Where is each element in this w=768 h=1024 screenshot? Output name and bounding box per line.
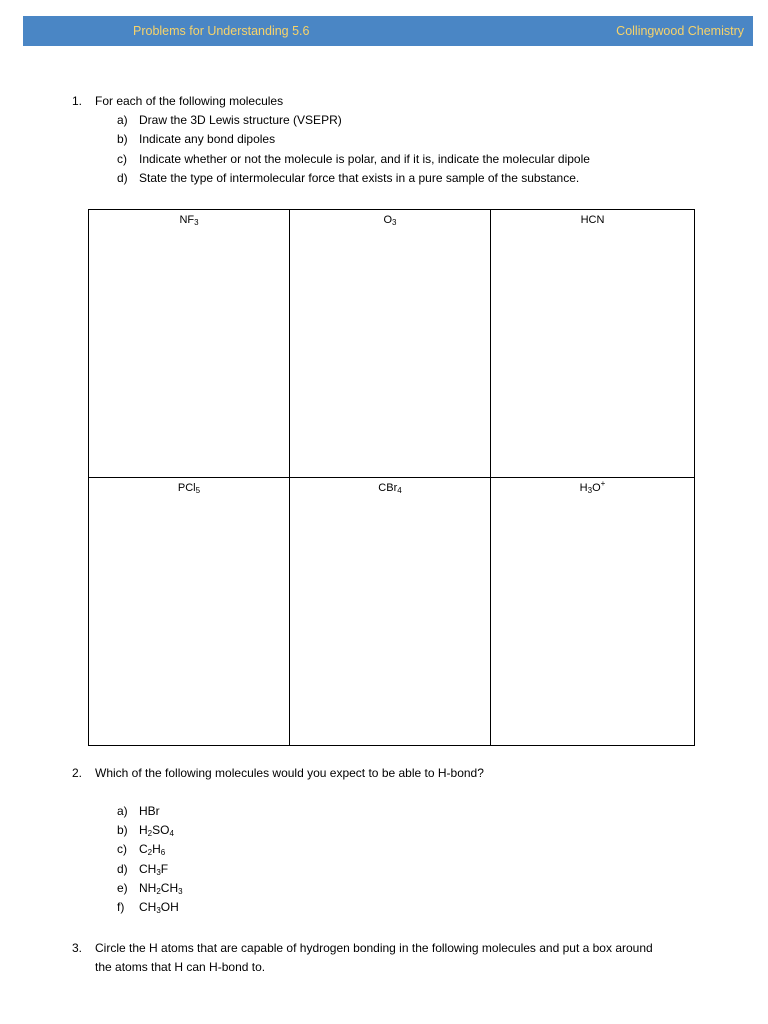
question-number: 3. xyxy=(72,941,83,955)
molecule-cell[interactable] xyxy=(290,210,491,478)
list-item: c) Indicate whether or not the molecule is polar, and if it is, indicate the molecular dipole xyxy=(117,152,590,166)
list-item: b) Indicate any bond dipoles xyxy=(117,132,276,146)
list-item: a) Draw the 3D Lewis structure (VSEPR) xyxy=(117,113,342,127)
list-item: d) $CH_3F$ xyxy=(117,862,169,877)
molecule-label: $O_3$ xyxy=(383,214,397,227)
question-text: Which of the following molecules would you expect to be able to H-bond? xyxy=(95,766,484,780)
question-3 xyxy=(72,939,732,979)
molecule-label: $NF_3$ xyxy=(179,214,199,227)
header-title: Problems for Understanding 5.6 xyxy=(133,24,310,38)
molecule-cell[interactable] xyxy=(89,478,290,746)
molecule-label: $H_3O^+$ xyxy=(579,479,606,495)
question-text: Circle the H atoms that are capable of hydrogen bonding in the following molecules and put a box around xyxy=(95,941,653,955)
list-item: e) $NH_2CH_3$ xyxy=(117,881,183,896)
list-item: d) State the type of intermolecular force that exists in a pure sample of the substance. xyxy=(117,171,580,185)
list-item: f) $CH_3OH$ xyxy=(117,900,179,915)
molecule-cell[interactable] xyxy=(491,478,695,746)
molecule-label: PCl$_5$ xyxy=(177,482,201,495)
question-1 xyxy=(72,92,712,192)
molecule-cell[interactable] xyxy=(290,478,491,746)
molecule-cell[interactable] xyxy=(89,210,290,478)
molecule-label: HCN xyxy=(580,214,605,226)
list-item: b) $H_2SO_4$ xyxy=(117,823,174,838)
molecule-table xyxy=(88,209,695,746)
question-number: 2. xyxy=(72,766,83,780)
molecule-label: CBr$_4$ xyxy=(378,482,402,495)
question-number: 1. xyxy=(72,94,83,108)
list-item: a) HBr xyxy=(117,804,160,818)
molecule-cell[interactable] xyxy=(491,210,695,478)
list-item: c) $C_2H_6$ xyxy=(117,842,166,857)
page-header xyxy=(23,16,753,46)
question-text: For each of the following molecules xyxy=(95,94,284,108)
header-course: Collingwood Chemistry xyxy=(616,24,744,38)
question-2 xyxy=(72,764,712,924)
question-text-continued: the atoms that H can H-bond to. xyxy=(95,960,266,974)
